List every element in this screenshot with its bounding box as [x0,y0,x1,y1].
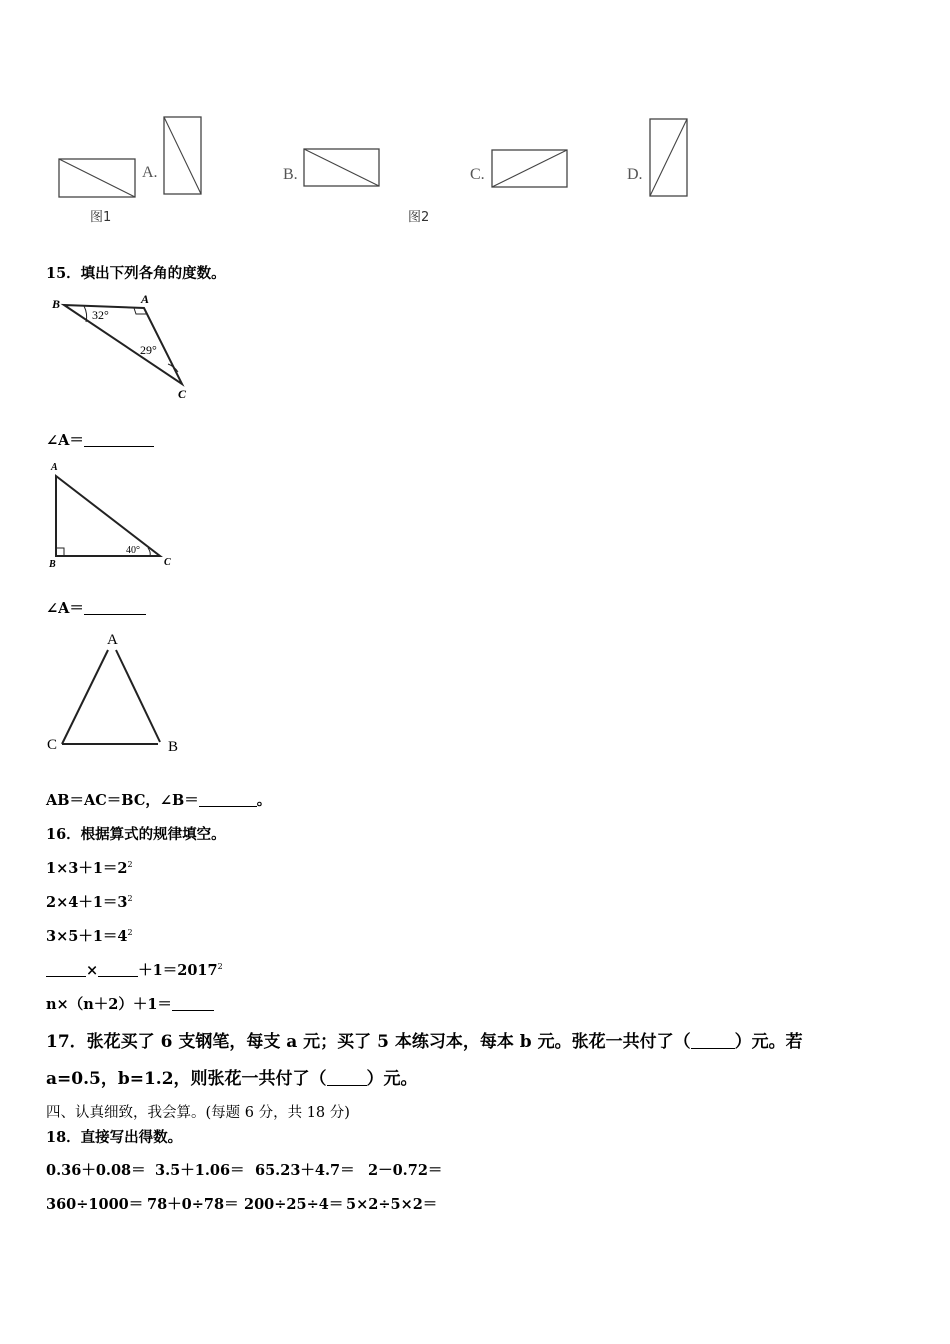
section-4-title: 四、认真细致，我会算。(每题 6 分，共 18 分) [46,1105,350,1121]
tri1-label-a: A [141,292,150,306]
q18-item-6: 78＋0÷78＝ [147,1196,239,1213]
tri2-label-c: C [164,557,171,568]
answer-1-blank[interactable] [84,432,154,447]
fig2-caption: 图2 [408,210,430,225]
tri1-angle-b: 32° [92,308,109,322]
answer-3-label: AB＝AC＝BC，∠B＝ [46,792,199,809]
q16-row-4-blank-2[interactable] [98,962,138,977]
q16-title: 16．根据算式的规律填空。 [46,826,226,843]
q17-blank-2[interactable] [327,1071,367,1086]
q18-item-8: 5×2÷5×2＝ [346,1196,438,1213]
q16-row-5 [46,993,214,1014]
q17-line-2 [46,1064,418,1089]
answer-2-label: ∠A＝ [46,600,84,617]
tri3-label-c: C [47,737,58,753]
q18-item-7: 200÷25÷4＝ [244,1196,344,1213]
q17-blank-1[interactable] [691,1034,735,1049]
q16-row-3-exp: 2 [127,928,133,937]
fig1-rectangle [58,158,138,200]
q16-row-2-exp: 2 [127,894,133,903]
q15-triangle-2 [48,460,178,570]
q15-answer-2 [46,597,146,618]
option-c-figure [491,149,569,189]
q16-row-1-expr: 1×3＋1＝2 [46,860,128,877]
q16-row-4-times: × [86,962,99,979]
tri3-label-a: A [107,632,118,648]
q18-item-2: 3.5＋1.06＝ [155,1162,245,1179]
option-b-figure [303,148,381,188]
option-d-label: D. [627,166,643,183]
tri2-angle-c: 40° [126,545,140,556]
answer-3-end: 。 [256,792,272,809]
option-a-figure [163,116,203,196]
option-b-label: B. [283,166,298,183]
q16-row-5-blank[interactable] [172,996,214,1011]
q16-row-4-blank-1[interactable] [46,962,86,977]
tri1-label-b: B [52,297,61,311]
q18-item-1: 0.36＋0.08＝ [46,1162,146,1179]
tri1-label-c: C [178,387,187,401]
q16-row-1 [46,857,133,878]
q15-title: 15．填出下列各角的度数。 [46,265,226,282]
q15-answer-3 [46,789,271,810]
q16-row-1-exp: 2 [127,860,133,869]
q16-row-3 [46,925,133,946]
q15-triangle-3 [44,628,194,758]
q16-row-2 [46,891,133,912]
q17-line-1-end: ）元。若 [734,1032,803,1052]
tri3-label-b: B [168,739,179,755]
q17-line-1-text: 17．张花买了 6 支钢笔，每支 a 元；买了 5 本练习本，每本 b 元。张花一共付了（ [46,1032,691,1052]
tri2-label-a: A [51,462,58,473]
q15-triangle-1 [48,292,198,401]
q18-item-5: 360÷1000＝ [46,1196,144,1213]
q18-item-3: 65.23＋4.7＝ [255,1162,355,1179]
q17-line-2-text: a=0.5，b=1.2，则张花一共付了（ [46,1069,327,1089]
tri2-label-b: B [49,559,56,570]
tri1-angle-c: 29° [140,343,157,357]
q16-row-4-exp: 2 [217,962,223,971]
q16-row-4 [46,959,223,980]
q17-line-2-end: ）元。 [366,1069,418,1089]
option-c-label: C. [470,166,485,183]
q15-answer-1 [46,429,154,450]
q16-row-3-expr: 3×5＋1＝4 [46,928,128,945]
q16-row-2-expr: 2×4＋1＝3 [46,894,128,911]
fig1-caption: 图1 [90,210,112,225]
q16-row-5-expr: n×（n＋2）＋1＝ [46,996,172,1013]
q16-row-4-end: ＋1＝2017 [138,962,218,979]
answer-2-blank[interactable] [84,600,146,615]
q17-line-1 [46,1027,803,1052]
answer-1-label: ∠A＝ [46,432,84,449]
option-d-figure [649,118,689,198]
q18-item-4: 2－0.72＝ [368,1162,443,1179]
option-a-label: A. [142,164,158,181]
q18-title: 18．直接写出得数。 [46,1129,183,1146]
answer-3-blank[interactable] [199,792,257,807]
